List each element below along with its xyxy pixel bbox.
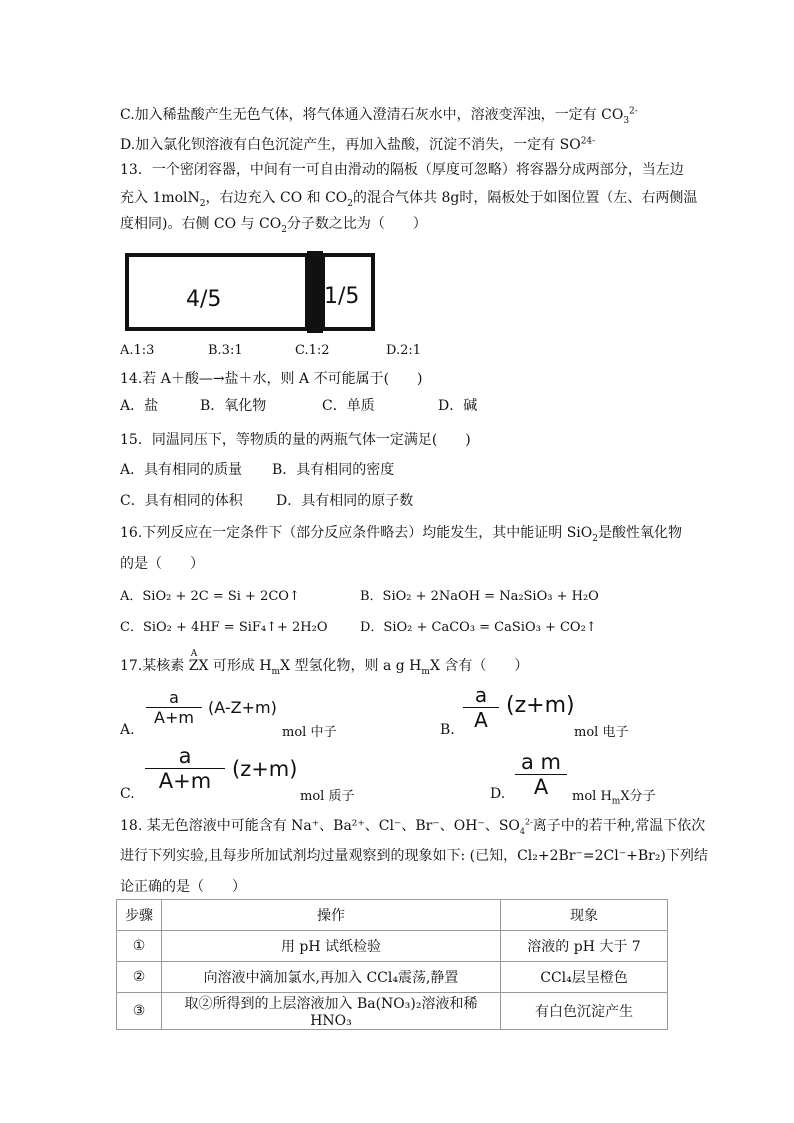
q17-option-c-fraction: a A+m <box>145 744 225 793</box>
table-row <box>117 962 668 993</box>
table-cell-step: ① <box>117 931 162 962</box>
q17-option-c-unit: mol 质子 <box>300 789 355 804</box>
q13-option-a: A.1:3 <box>120 343 155 358</box>
q15-option-a: A．具有相同的质量 <box>120 462 243 478</box>
q17-option-b-label: B. <box>440 722 455 738</box>
partition-plate <box>307 251 323 333</box>
q17-option-a-fraction: a A+m <box>146 688 202 727</box>
q16-option-c: C．SiO₂ + 4HF = SiF₄↑+ 2H₂O <box>120 620 328 635</box>
table-row <box>117 993 668 1030</box>
q17-stem: 17.某核素 A ZX 可形成 $H_mX$ 型氢化物，则 a g $H_mX$ 含有（ ） <box>120 649 529 677</box>
table-cell-operation: 用 pH 试纸检验 <box>162 931 501 962</box>
q15-option-c: C．具有相同的体积 <box>120 493 243 509</box>
q17-option-b-fraction: a A <box>463 683 499 732</box>
right-chamber-label: 1/5 <box>324 284 360 309</box>
q17-option-d-fraction: a m A <box>515 750 567 799</box>
left-chamber-label: 4/5 <box>186 287 222 312</box>
header-step: 步骤 <box>117 900 162 931</box>
table-cell-step: ② <box>117 962 162 993</box>
q13-option-b: B.3:1 <box>208 343 243 358</box>
q17-option-b-paren: (z+m) <box>506 693 575 718</box>
q17-option-b-unit: mol 电子 <box>574 725 629 740</box>
q17-option-a-unit: mol 中子 <box>282 725 337 740</box>
q15-option-d: D．具有相同的原子数 <box>276 493 414 509</box>
q13-option-d: D.2:1 <box>386 343 422 358</box>
table-cell-operation: 取②所得到的上层溶液加入 Ba(NO₃)₂溶液和稀 HNO₃ <box>162 993 501 1030</box>
table-cell-step: ③ <box>117 993 162 1030</box>
option-c-line: C.加入稀盐酸产生无色气体，将气体通入澄清石灰水中，溶液变浑浊，一定有 $CO_3^{2-}$ <box>120 106 638 126</box>
nuclide-symbol: A ZX <box>188 649 209 674</box>
q14-option-b: B．氧化物 <box>200 398 267 414</box>
q14-option-a: A．盐 <box>120 398 159 414</box>
q16-option-a: A．SiO₂ + 2C = Si + 2CO↑ <box>120 589 300 604</box>
q17-option-d-unit: mol $H_mX$分子 <box>572 789 656 807</box>
q14-option-d: D．碱 <box>438 398 478 414</box>
q16-option-d: D．SiO₂ + CaCO₃ = CaSiO₃ + CO₂↑ <box>360 620 597 635</box>
q13-stem-line1: 13．一个密闭容器，中间有一可自由滑动的隔板（厚度可忽略）将容器分成两部分，当左边 <box>120 162 684 178</box>
table-cell-phenomenon: 溶液的 pH 大于 7 <box>501 931 668 962</box>
q15-stem: 15．同温同压下，等物质的量的两瓶气体一定满足( ) <box>120 432 471 448</box>
q18-stem-line2: 进行下列实验,且每步所加试剂均过量观察到的现象如下: (已知，Cl₂+2Br⁻=2Cl⁻+Br₂)下列结 <box>120 848 708 864</box>
q16-stem-line1: 16.下列反应在一定条件下（部分反应条件略去）均能发生，其中能证明 SiO$_2$是酸性氧化物 <box>120 525 682 544</box>
q16-option-b: B．SiO₂ + 2NaOH = Na₂SiO₃ + H₂O <box>360 589 599 604</box>
table-row <box>117 931 668 962</box>
option-d-line: D.加入氯化钡溶液有白色沉淀产生，再加入盐酸，沉淀不消失，一定有 $SO^{24-}$ <box>120 136 596 153</box>
q18-stem-line3: 论正确的是（ ） <box>120 879 246 895</box>
q13-stem-line3: 度相同)。右侧 CO 与 $CO_2$分子数之比为（ ） <box>120 216 427 235</box>
q15-option-b: B．具有相同的密度 <box>272 462 395 478</box>
q13-stem-line2: 充入 1molN$_2$，右边充入 CO 和 $CO_2$的混合气体共 8g时，隔板处于如图位置（左、右两侧温 <box>120 190 698 209</box>
table-cell-phenomenon: 有白色沉淀产生 <box>501 993 668 1030</box>
q13-option-c: C.1:2 <box>295 343 330 358</box>
q17-option-a-paren: (A-Z+m) <box>208 698 277 717</box>
table-cell-operation: 向溶液中滴加氯水,再加入 CCl₄震荡,静置 <box>162 962 501 993</box>
table-cell-phenomenon: CCl₄层呈橙色 <box>501 962 668 993</box>
table-header-row <box>117 900 668 931</box>
experiment-table <box>116 899 668 1030</box>
q16-stem-line2: 的是（ ） <box>120 556 204 572</box>
q17-option-d-label: D. <box>490 786 506 802</box>
q14-stem: 14.若 A＋酸—→盐＋水，则 A 不可能属于( ) <box>120 371 423 387</box>
header-operation: 操作 <box>162 900 501 931</box>
q17-option-a-label: A. <box>120 722 135 738</box>
q17-option-c-label: C. <box>120 786 135 802</box>
q14-option-c: C．单质 <box>322 398 375 414</box>
header-phenomenon: 现象 <box>501 900 668 931</box>
q17-option-c-paren: (z+m) <box>232 757 298 781</box>
q18-stem-line1: 18. 某无色溶液中可能含有 Na⁺、Ba²⁺、Cl⁻、Br⁻、OH⁻、$SO_4^{2-}$离子中的若干种,常温下依次 <box>120 817 706 836</box>
